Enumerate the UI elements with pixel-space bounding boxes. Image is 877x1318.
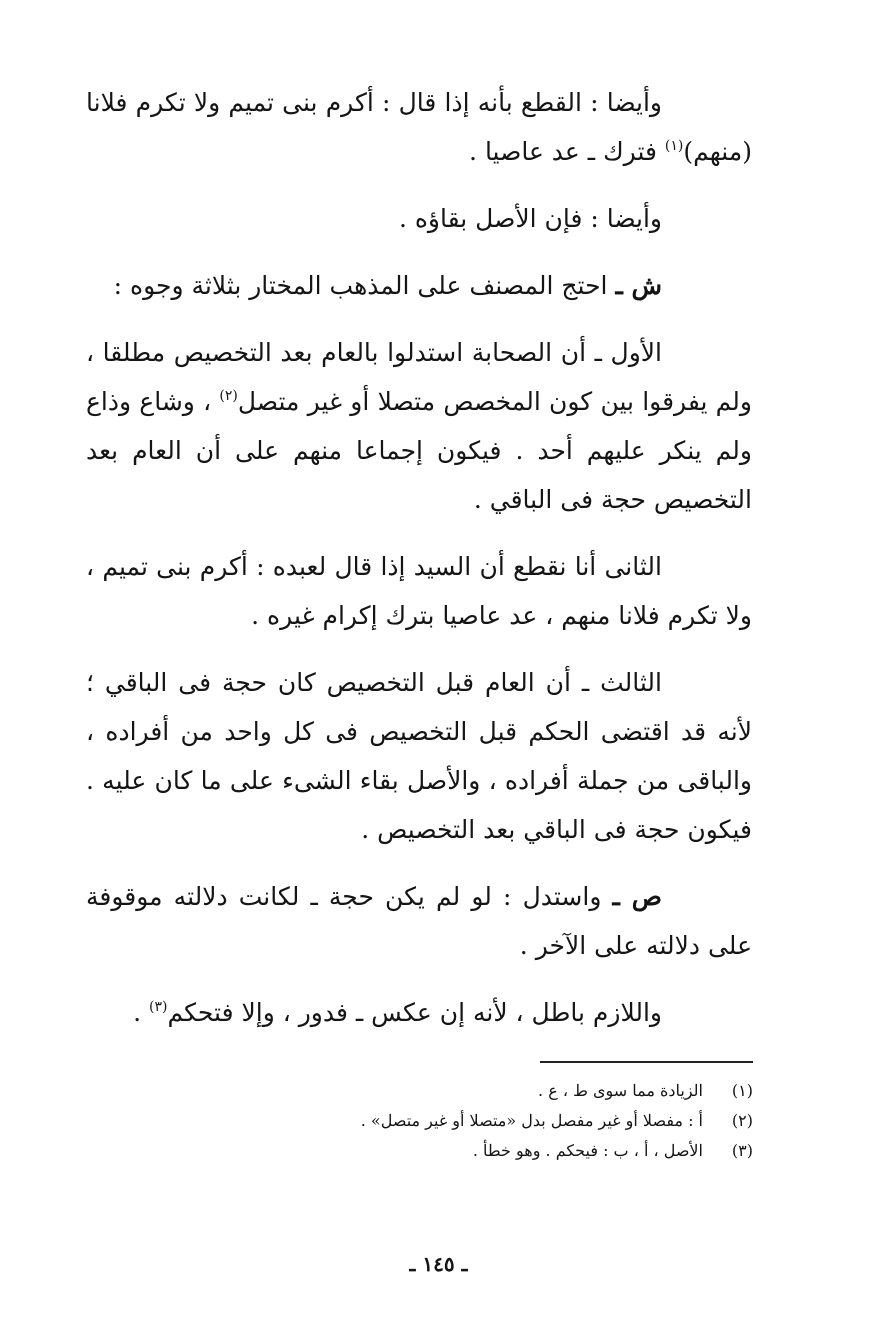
- paragraph-4-text: الأول ـ أن الصحابة استدلوا بالعام بعد التخصيص مطلقا ، ولم يفرقوا بين كون المخصص متصلا أو غير متصل: [86, 338, 752, 416]
- paragraph-4-tail: ، وشاع وذاع ولم ينكر عليهم أحد . فيكون إجماعا منهم على أن العام بعد التخصيص حجة فى الباقي .: [86, 387, 752, 514]
- paragraph-2-text: وأيضا : فإن الأصل بقاؤه .: [398, 204, 662, 233]
- footnote-2: [150, 1106, 753, 1136]
- paragraph-8: [86, 988, 752, 1037]
- paragraph-3: [86, 261, 752, 310]
- page-number: ـ ١٤٥ ـ: [409, 1252, 468, 1276]
- paragraph-6: [86, 658, 752, 854]
- footnote-ref-2[interactable]: (٢): [219, 388, 238, 404]
- paragraph-5-text: الثانى أنا نقطع أن السيد إذا قال لعبده : أكرم بنى تميم ، ولا تكرم فلانا منهم ، عد عاصيا بترك إكرام غيره .: [86, 552, 752, 630]
- paragraph-7-text: واستدل : لو لم يكن حجة ـ لكانت دلالته موقوفة على دلالته على الآخر .: [86, 882, 752, 960]
- paragraph-6-text: الثالث ـ أن العام قبل التخصيص كان حجة فى الباقي ؛ لأنه قد اقتضى الحكم قبل التخصيص فى كل واحد من أفراده ، والباقى من جملة أفراده ، والأصل بقاء الشىء على ما كان عليه . فيكون حجة فى الباقي بعد التخصيص .: [86, 668, 752, 844]
- footnote-1: [150, 1076, 753, 1106]
- footnote-text: الزيادة مما سوى ط ، ع .: [538, 1081, 703, 1100]
- section-marker-shin: ش ـ: [615, 271, 662, 300]
- paragraph-3-text: احتج المصنف على المذهب المختار بثلاثة وجوه :: [113, 271, 616, 300]
- paragraph-1: [86, 78, 752, 176]
- paragraph-8-tail: .: [133, 998, 149, 1027]
- footnote-ref-3[interactable]: (٣): [149, 999, 168, 1015]
- footnote-number: (٢): [731, 1111, 753, 1130]
- paragraph-1-text: وأيضا : القطع بأنه إذا قال : أكرم بنى تميم ولا تكرم فلانا (منهم): [86, 88, 752, 166]
- footnote-ref-1[interactable]: (١): [664, 138, 684, 154]
- footnote-text: الأصل ، أ ، ب : فيحكم . وهو خطأ .: [472, 1141, 703, 1160]
- footnote-number: (١): [731, 1081, 753, 1100]
- paragraph-7: [86, 872, 752, 970]
- footnote-3: [150, 1136, 753, 1166]
- paragraph-4: [86, 328, 752, 524]
- paragraph-5: [86, 542, 752, 640]
- footnote-divider: [540, 1061, 753, 1063]
- main-text: [86, 78, 752, 1055]
- footnote-number: (٣): [731, 1141, 753, 1160]
- section-marker-sad: ص ـ: [612, 882, 662, 911]
- footnote-text: أ : مفصلا أو غير مفصل بدل «متصلا أو غير متصل» .: [360, 1111, 703, 1130]
- paragraph-1-tail: فترك ـ عد عاصيا .: [469, 137, 665, 166]
- paragraph-2: [86, 194, 752, 243]
- footnotes-section: [150, 1076, 753, 1166]
- paragraph-8-text: واللازم باطل ، لأنه إن عكس ـ فدور ، وإلا فتحكم: [167, 998, 662, 1027]
